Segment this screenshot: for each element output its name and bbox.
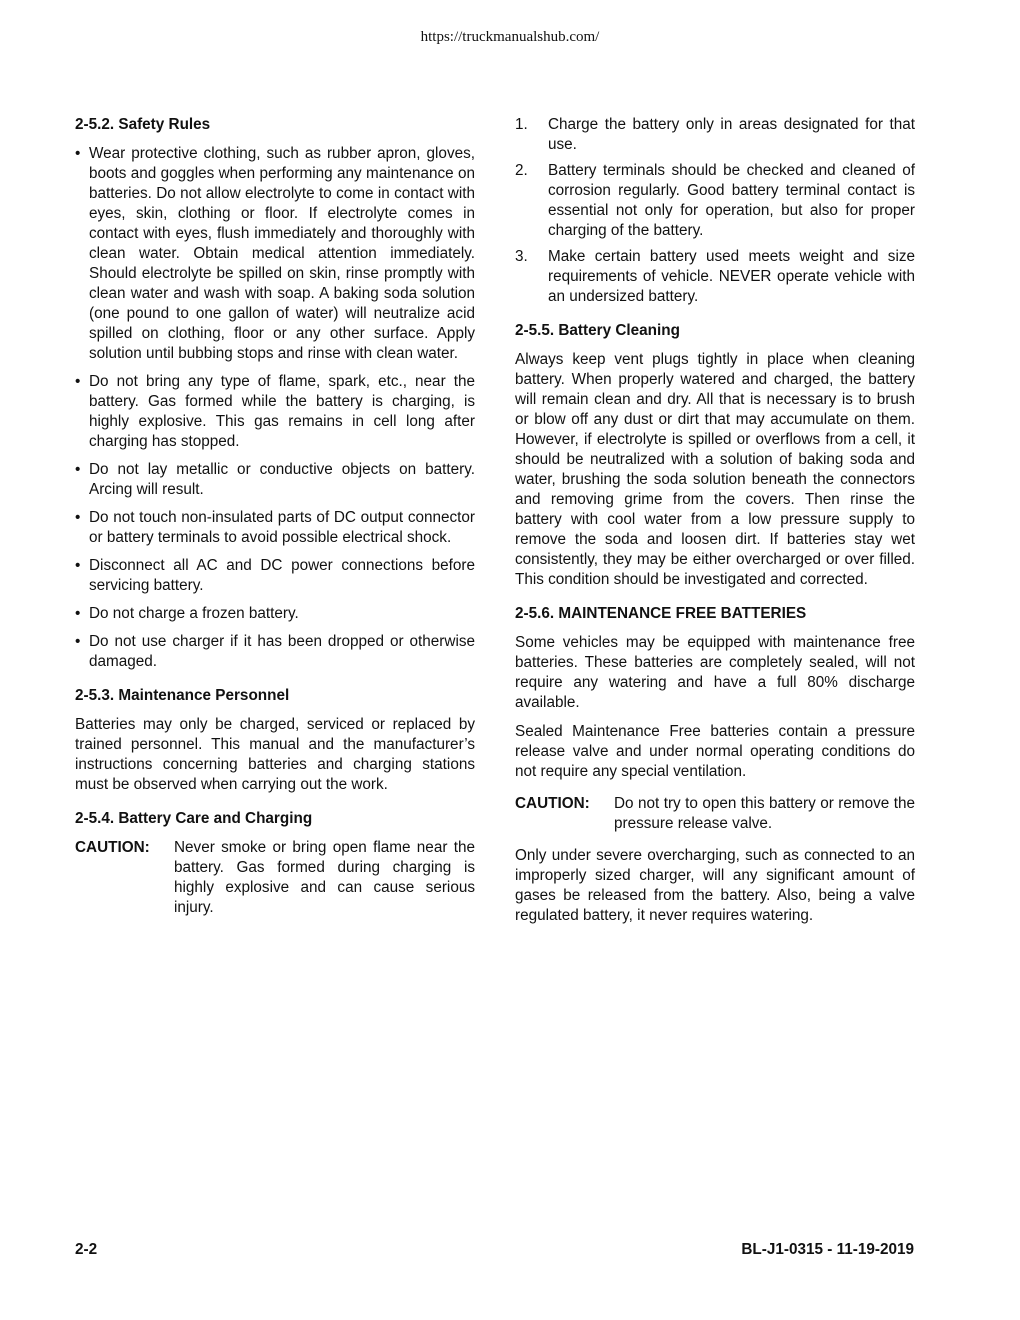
bullet-item: • Do not charge a frozen battery. bbox=[75, 605, 299, 622]
numbered-item: 2. Battery terminals should be checked and cleaned of corrosion regularly. Good battery terminal contact is essential not only for operation, but also for proper charging of the battery. bbox=[515, 162, 915, 239]
bullet-item: • Do not touch non-insulated parts of DC output connector or battery terminals to avoid possible electrical shock. bbox=[75, 509, 475, 546]
bullet-icon: • bbox=[75, 461, 81, 478]
section-title-maintenance-personnel: 2-5.3. Maintenance Personnel bbox=[75, 687, 290, 704]
bullet-icon: • bbox=[75, 145, 81, 162]
battery-cleaning-paragraph: Always keep vent plugs tightly in place when cleaning battery. When properly watered and charged, the battery will remain clean and dry. All that is necessary is to brush or blow off any dust or dirt that may accumulate on them. However, if electrolyte is spilled or overflows from a cell, it should be neutralized with a solution of baking soda and water, brushing the soda solution beneath the connectors and removing grime from the covers. Then rinse the battery with cool water from a low pressure supply to remove the soda and loosen dirt. If batteries stay wet consistently, they may be either overcharged or over filled. This condition should be investigated and corrected. bbox=[515, 351, 915, 588]
section-title-battery-cleaning: 2-5.5. Battery Cleaning bbox=[515, 322, 680, 339]
item-number: 3. bbox=[515, 248, 528, 265]
caution-label: CAUTION: bbox=[515, 795, 590, 812]
right-column bbox=[515, 115, 915, 935]
maintenance-free-paragraph-3: Only under severe overcharging, such as connected to an improperly sized charger, will any significant amount of gases be released from the battery. Also, being a valve regulated battery, it never requires watering. bbox=[515, 847, 915, 924]
bullet-item: • Wear protective clothing, such as rubber apron, gloves, boots and goggles when performing any maintenance on batteries. Do not allow electrolyte to come in contact with eyes, skin, clothing or floor. If electrolyte comes in contact with eyes, flush immediately and thoroughly with clean water. Obtain medical attention immediately. Should electrolyte be spilled on skin, rinse promptly with clean water and wash with soap. A baking soda solution (one pound to one gallon of water) will neutralize acid spilled on clothing, floor or any other surface. Apply solution until bubbing stops and rinse with clean water. bbox=[75, 145, 475, 362]
maintenance-personnel-paragraph: Batteries may only be charged, serviced or replaced by trained personnel. This manual and the manufacturer’s instructions concerning batteries and charging stations must be observed when carrying out the work. bbox=[75, 716, 475, 793]
bullet-icon: • bbox=[75, 633, 81, 650]
bullet-icon: • bbox=[75, 557, 81, 574]
section-title-battery-care: 2-5.4. Battery Care and Charging bbox=[75, 810, 313, 827]
bullet-icon: • bbox=[75, 509, 81, 526]
bullet-item: • Do not lay metallic or conductive objects on battery. Arcing will result. bbox=[75, 461, 475, 498]
page-number: 2-2 bbox=[75, 1241, 98, 1258]
source-url: https://truckmanualshub.com/ bbox=[420, 29, 600, 45]
bullet-item: • Do not use charger if it has been dropped or otherwise damaged. bbox=[75, 633, 475, 670]
item-number: 1. bbox=[515, 116, 528, 133]
bullet-item: • Do not bring any type of flame, spark, etc., near the battery. Gas formed while the battery is charging, is highly explosive. This gas remains in cell long after charging has stopped. bbox=[75, 373, 475, 450]
bullet-icon: • bbox=[75, 373, 81, 390]
document-id: BL-J1-0315 - 11-19-2019 bbox=[741, 1241, 914, 1258]
item-number: 2. bbox=[515, 162, 528, 179]
caution-note bbox=[75, 838, 475, 918]
numbered-item: 3. Make certain battery used meets weight and size requirements of vehicle. NEVER operate vehicle with an undersized battery. bbox=[515, 248, 915, 305]
numbered-item: 1. Charge the battery only in areas designated for that use. bbox=[515, 116, 915, 153]
maintenance-free-paragraph-1: Some vehicles may be equipped with maintenance free batteries. These batteries are completely sealed, will not require any watering and have a full 80% discharge available. bbox=[515, 634, 915, 711]
caution-text: Never smoke or bring open flame near the battery. Gas formed during charging is highly explosive and can cause serious injury. bbox=[174, 839, 475, 916]
section-title-safety-rules: 2-5.2. Safety Rules bbox=[75, 116, 211, 133]
bullet-icon: • bbox=[75, 605, 81, 622]
caution-label: CAUTION: bbox=[75, 839, 150, 856]
caution-text: Do not try to open this battery or remove the pressure release valve. bbox=[614, 795, 915, 832]
maintenance-free-paragraph-2: Sealed Maintenance Free batteries contain a pressure release valve and under normal operating conditions do not require any special ventilation. bbox=[515, 723, 915, 780]
left-column bbox=[75, 115, 475, 927]
bullet-item: • Disconnect all AC and DC power connections before servicing battery. bbox=[75, 557, 475, 594]
section-title-maintenance-free: 2-5.6. MAINTENANCE FREE BATTERIES bbox=[515, 605, 807, 622]
caution-note bbox=[515, 794, 915, 834]
